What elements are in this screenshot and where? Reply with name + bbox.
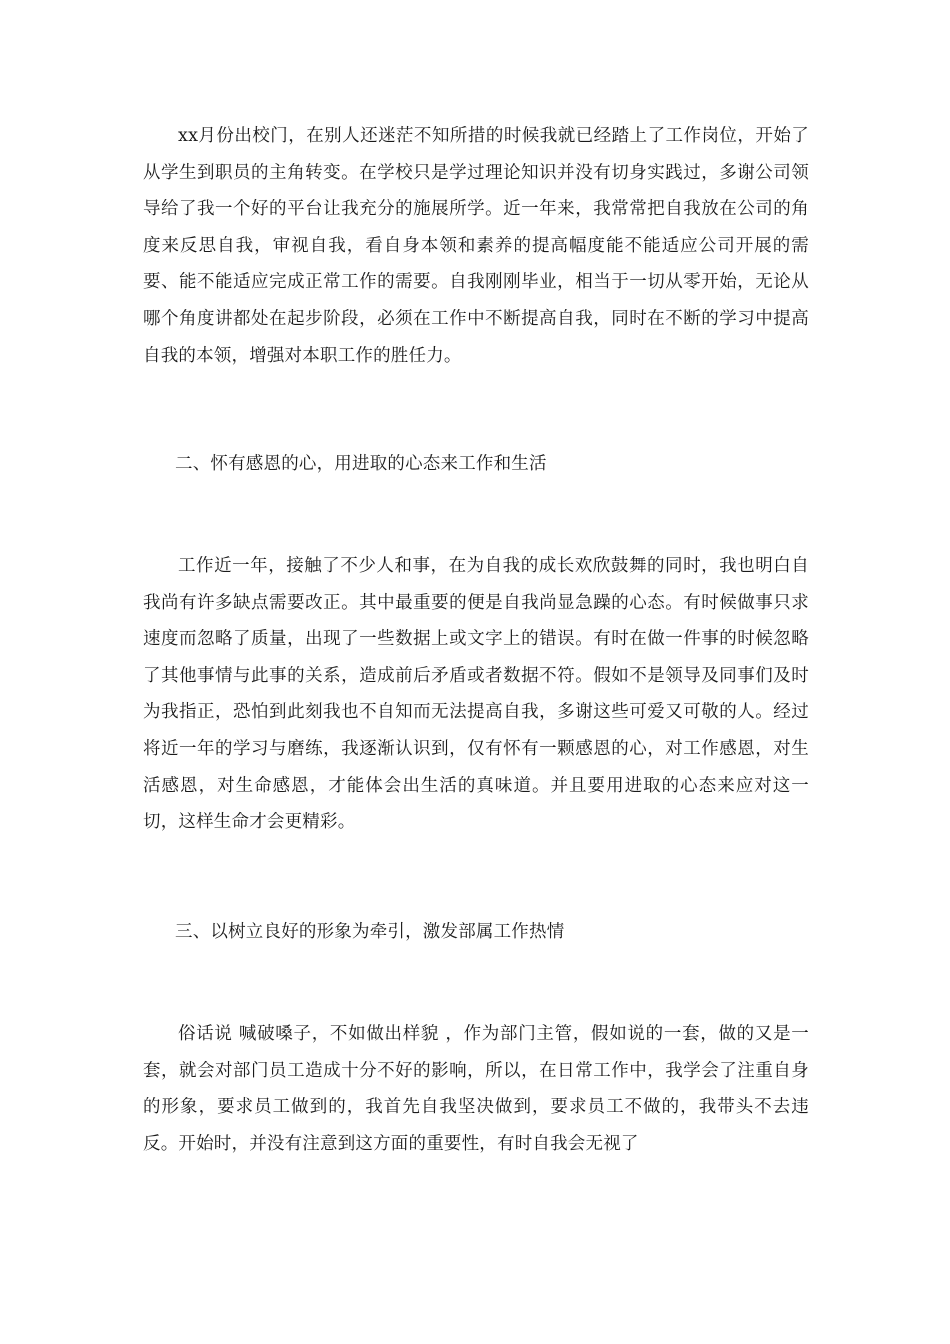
section-heading-image: 三、以树立良好的形象为牵引，激发部属工作热情	[175, 922, 565, 942]
paragraph-career-start: xx月份出校门，在别人还迷茫不知所措的时候我就已经踏上了工作岗位，开始了从学生到职员的主角转变。在学校只是学过理论知识并没有切身实践过，多谢公司领导给了我一个好的平台让我充分的施展所学。近一年来，我常常把自我放在公司的角度来反思自我，审视自我，看自身本领和素养的提高幅度能不能适应公司开展的需要、能不能适应完成正常工作的需要。自我刚刚毕业，相当于一切从零开始，无论从哪个角度讲都处在起步阶段，必须在工作中不断提高自我，同时在不断的学习中提高自我的本领，增强对本职工作的胜任力。	[143, 126, 809, 366]
paragraph-gratitude: 工作近一年，接触了不少人和事，在为自我的成长欢欣鼓舞的同时，我也明白自我尚有许多缺点需要改正。其中最重要的便是自我尚显急躁的心态。有时候做事只求速度而忽略了质量，出现了一些数据上或文字上的错误。有时在做一件事的时候忽略了其他事情与此事的关系，造成前后矛盾或者数据不符。假如不是领导及同事们及时为我指正，恐怕到此刻我也不自知而无法提高自我，多谢这些可爱又可敬的人。经过将近一年的学习与磨练，我逐渐认识到，仅有怀有一颗感恩的心，对工作感恩，对生活感恩，对生命感恩，才能体会出生活的真味道。并且要用进取的心态来应对这一切，这样生命才会更精彩。	[143, 556, 809, 833]
paragraph-image: 俗话说 喊破嗓子，不如做出样貌 ，作为部门主管，假如说的一套，做的又是一套，就会对部门员工造成十分不好的影响，所以，在日常工作中，我学会了注重自身的形象，要求员工做到的，我首先自我坚决做到，要求员工不做的，我带头不去违反。开始时，并没有注意到这方面的重要性，有时自我会无视了	[143, 1024, 809, 1154]
section-heading-gratitude: 二、怀有感恩的心，用进取的心态来工作和生活	[175, 454, 547, 474]
